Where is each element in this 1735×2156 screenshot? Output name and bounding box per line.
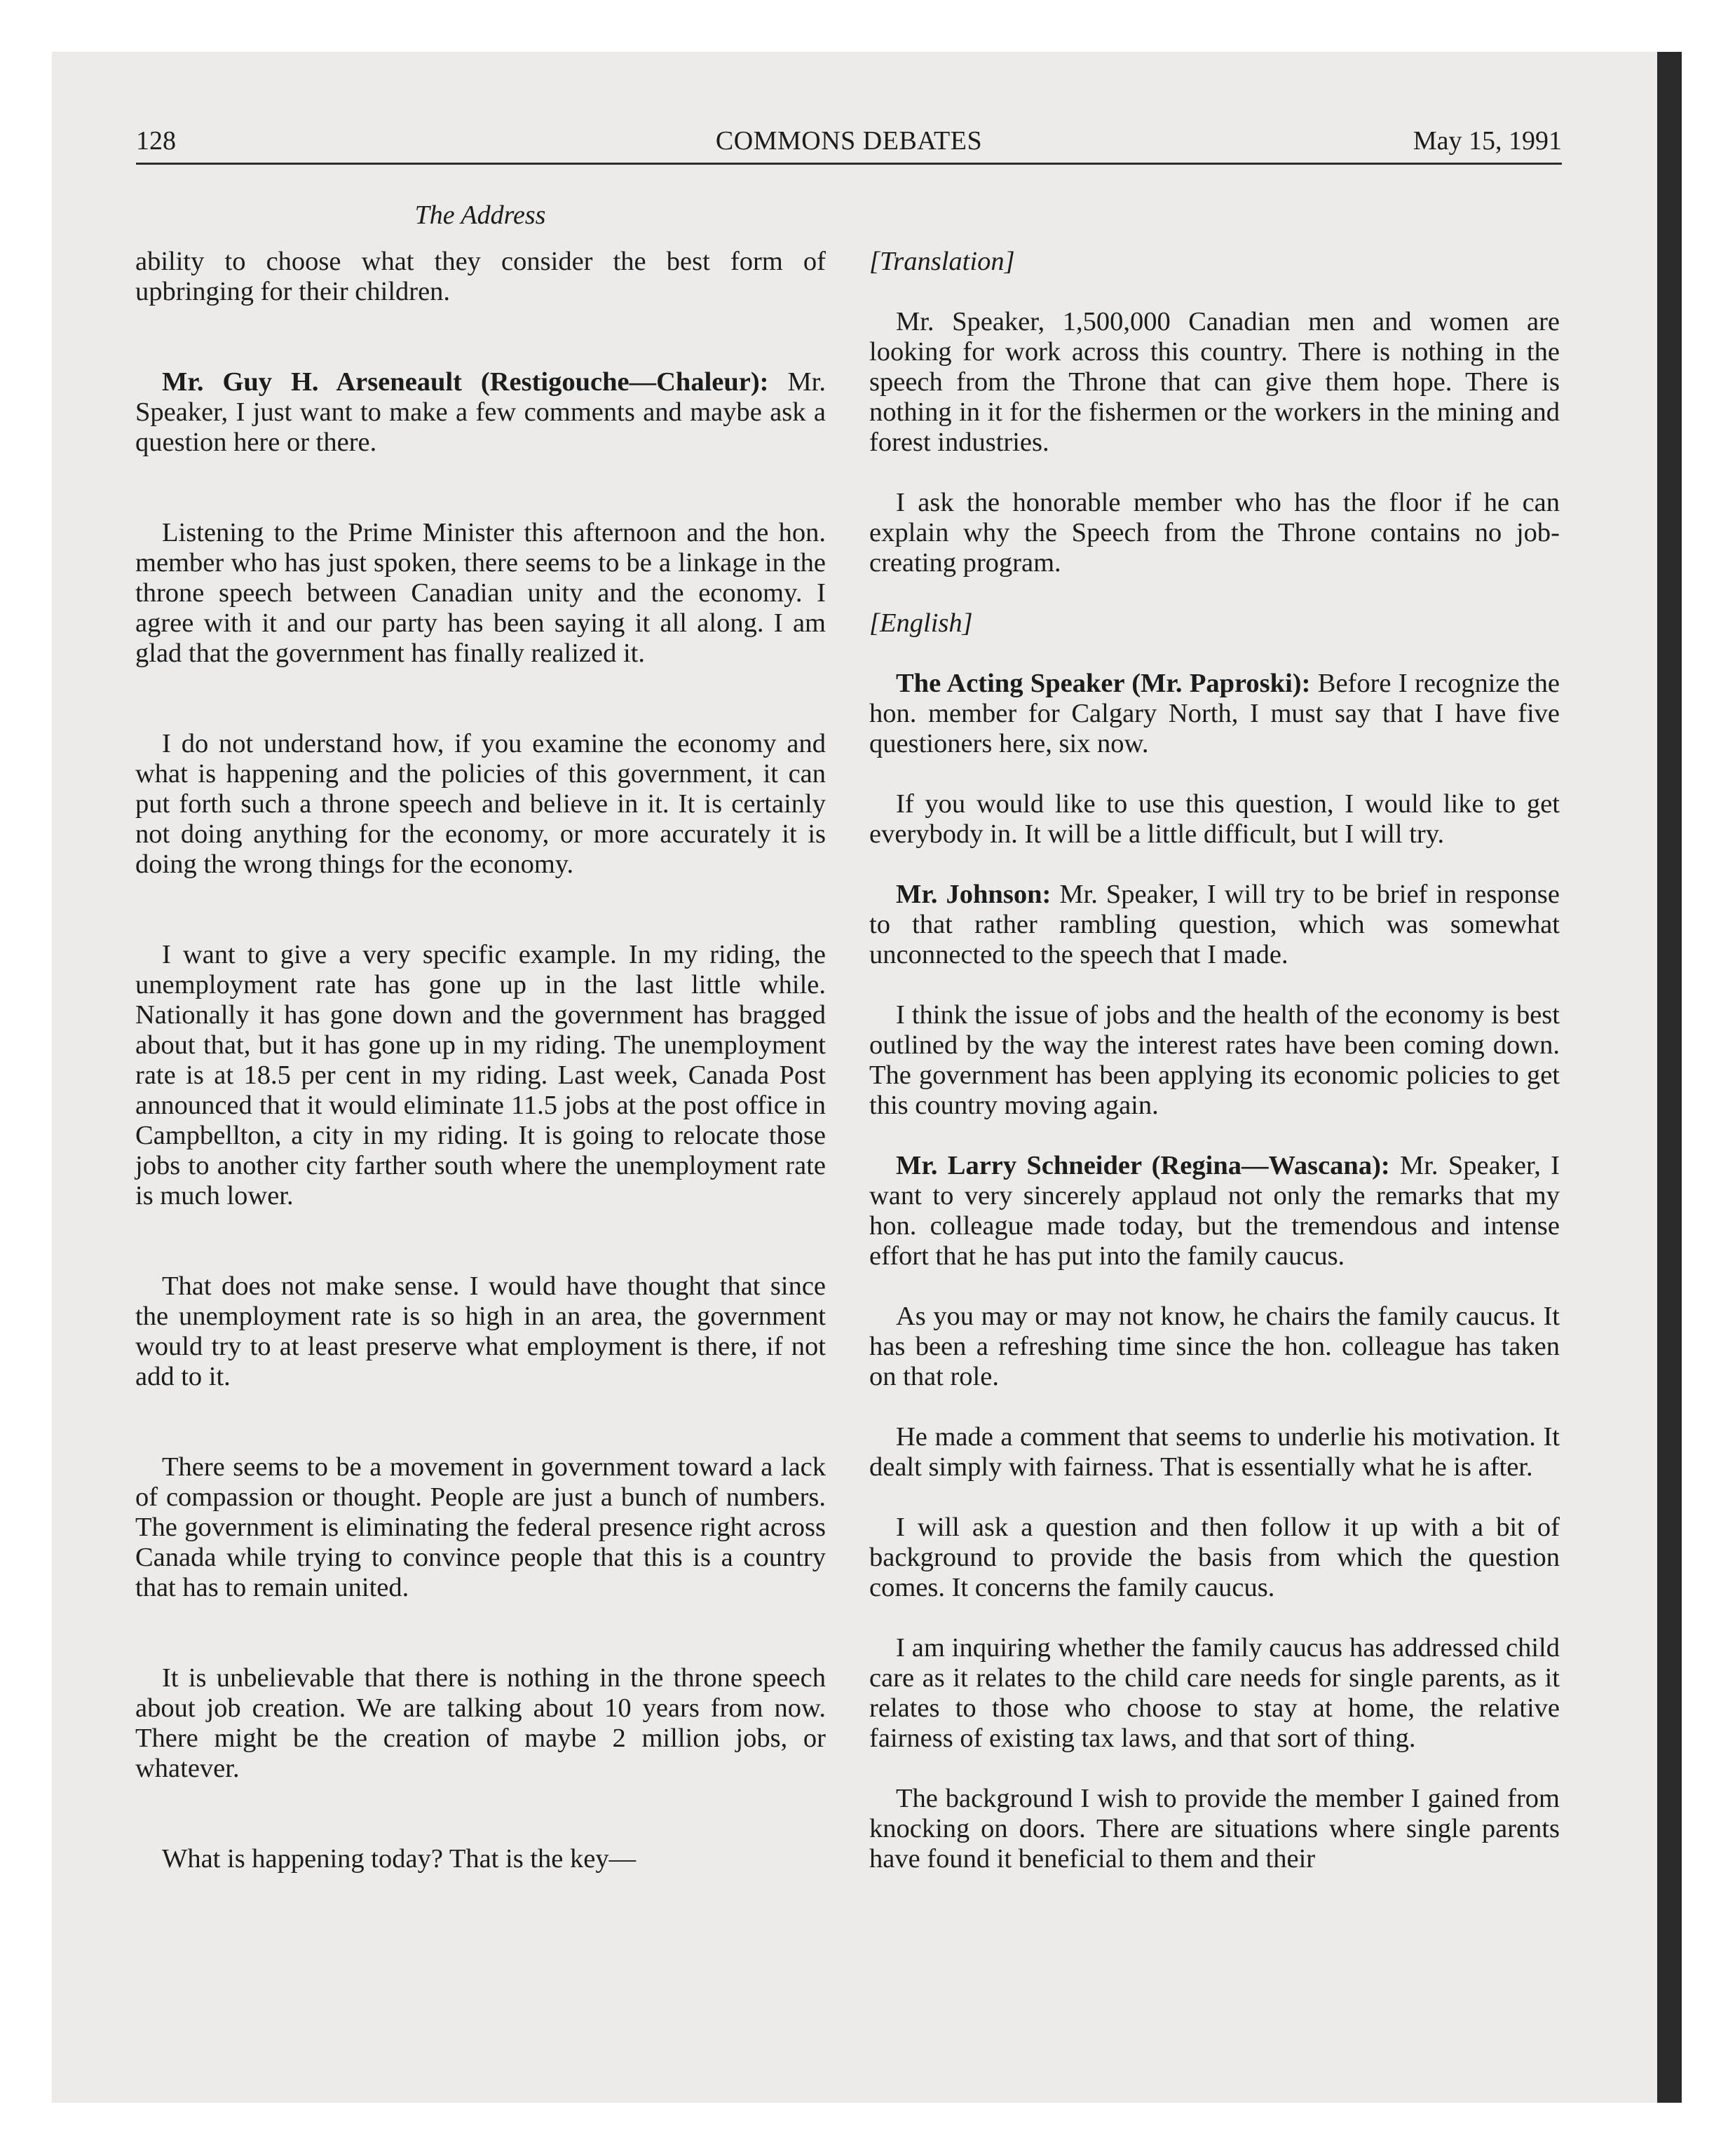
speaker-name: Mr. Guy H. Arseneault (Restigouche—Chaleur): bbox=[162, 367, 769, 397]
speaker-name: The Acting Speaker (Mr. Paproski): bbox=[896, 669, 1311, 698]
paragraph: Listening to the Prime Minister this afternoon and the hon. member who has just spoken, there seems to be a linkage in the throne speech between Canadian unity and the economy. I agree with it and our party has been saying it all along. I am glad that the government has finally realized it. bbox=[135, 518, 826, 668]
paragraph: That does not make sense. I would have thought that since the unemployment rate is so high in an area, the government would try to at least preserve what employment is there, if not add to it. bbox=[135, 1271, 826, 1391]
paragraph: I will ask a question and then follow it up with a bit of background to provide the basis from which the question comes. It concerns the family caucus. bbox=[869, 1513, 1560, 1602]
paragraph: I ask the honorable member who has the floor if he can explain why the Speech from the Throne contains no job-creating program. bbox=[869, 488, 1560, 578]
paragraph: He made a comment that seems to underlie his motivation. It dealt simply with fairness. That is essentially what he is after. bbox=[869, 1422, 1560, 1482]
speech-paragraph: Mr. Johnson: Mr. Speaker, I will try to be brief in response to that rather rambling question, which was somewhat unconnected to the speech that I made. bbox=[869, 880, 1560, 969]
speech-paragraph: Mr. Larry Schneider (Regina—Wascana): Mr. Speaker, I want to very sincerely applaud not only the remarks that my hon. colleague made today, but the tremendous and intense effort that he has put into the family caucus. bbox=[869, 1151, 1560, 1271]
paragraph: I think the issue of jobs and the health of the economy is best outlined by the way the interest rates have been coming down. The government has been applying its economic policies to get this country moving again. bbox=[869, 1000, 1560, 1120]
section-title: The Address bbox=[414, 200, 546, 230]
scan-edge-shadow bbox=[1657, 52, 1682, 2103]
paragraph: I am inquiring whether the family caucus has addressed child care as it relates to the child care needs for single parents, as it relates to those who choose to stay at home, the relative fairness of existing tax laws, and that sort of thing. bbox=[869, 1633, 1560, 1753]
paragraph: There seems to be a movement in government toward a lack of compassion or thought. People are just a bunch of numbers. The government is eliminating the federal presence right across Canada while trying to convince people that this is a country that has to remain united. bbox=[135, 1452, 826, 1602]
paragraph: Mr. Speaker, 1,500,000 Canadian men and women are looking for work across this country. There is nothing in the speech from the Throne that can give them hope. There is nothing in it for the fishermen or the workers in the mining and forest industries. bbox=[869, 307, 1560, 457]
paragraph: I want to give a very specific example. In my riding, the unemployment rate has gone up in the last little while. Nationally it has gone down and the government has bragged about that, but it has gone up in my riding. The unemployment rate is at 18.5 per cent in my riding. Last week, Canada Post announced that it would eliminate 11.5 jobs at the post office in Campbellton, a city in my riding. It is going to relocate those jobs to another city farther south where the unemployment rate is much lower. bbox=[135, 940, 826, 1210]
page-number: 128 bbox=[136, 126, 176, 156]
left-column bbox=[135, 247, 826, 1874]
right-column bbox=[869, 247, 1560, 1874]
speech-paragraph: The Acting Speaker (Mr. Paproski): Before I recognize the hon. member for Calgary North, I must say that I have five questioners here, six now. bbox=[869, 669, 1560, 758]
speaker-name: Mr. Johnson: bbox=[896, 880, 1052, 909]
paragraph: ability to choose what they consider the best form of upbringing for their children. bbox=[135, 247, 826, 306]
speaker-name: Mr. Larry Schneider (Regina—Wascana): bbox=[896, 1151, 1390, 1180]
journal-title: COMMONS DEBATES bbox=[715, 126, 983, 156]
paragraph: It is unbelievable that there is nothing in the throne speech about job creation. We are talking about 10 years from now. There might be the creation of maybe 2 million jobs, or whatever. bbox=[135, 1663, 826, 1783]
paragraph: If you would like to use this question, I would like to get everybody in. It will be a little difficult, but I will try. bbox=[869, 789, 1560, 849]
page-header bbox=[136, 123, 1562, 167]
paragraph: The background I wish to provide the member I gained from knocking on doors. There are situations where single parents have found it beneficial to them and their bbox=[869, 1784, 1560, 1874]
paragraph: What is happening today? That is the key— bbox=[162, 1844, 637, 1874]
english-tag: [English] bbox=[869, 608, 973, 638]
header-rule bbox=[136, 163, 1562, 165]
paragraph: As you may or may not know, he chairs the family caucus. It has been a refreshing time since the hon. colleague has taken on that role. bbox=[869, 1302, 1560, 1391]
paragraph: I do not understand how, if you examine the economy and what is happening and the policies of this government, it can put forth such a throne speech and believe in it. It is certainly not doing anything for the economy, or more accurately it is doing the wrong things for the economy. bbox=[135, 729, 826, 879]
speech-paragraph: Mr. Guy H. Arseneault (Restigouche—Chaleur): Mr. Speaker, I just want to make a few comments and maybe ask a question here or there. bbox=[135, 367, 826, 457]
page-date: May 15, 1991 bbox=[1413, 126, 1562, 156]
translation-tag: [Translation] bbox=[869, 247, 1015, 276]
